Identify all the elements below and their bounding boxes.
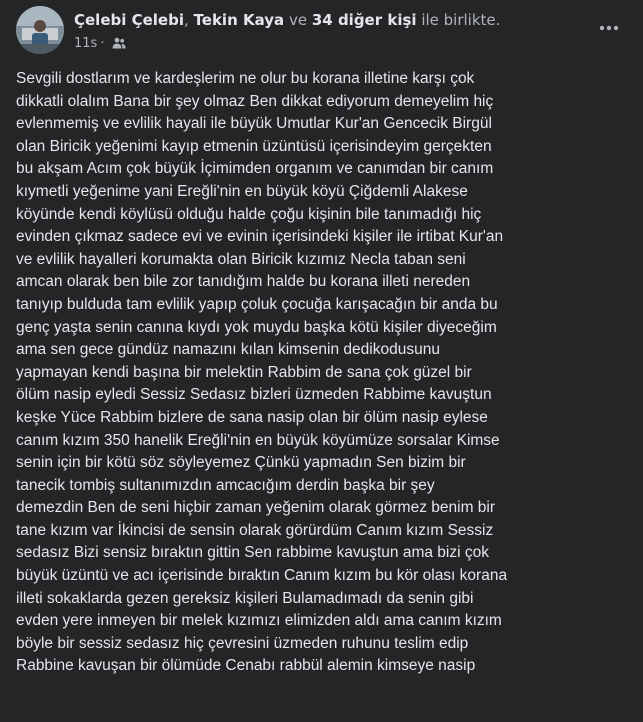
post-text-line: bu akşam Acım çok büyük İçimimden organım ve canımdan bir canım (16, 160, 494, 178)
connector-text: ve (288, 11, 308, 29)
post-body-text (16, 68, 628, 678)
post-text-line: yapmayan kendi başına bir melektin Rabbim de sana çok güzel bir (16, 363, 472, 381)
post-text-line: büyük üzüntü ve acı içerisinde bıraktın Canım kızım bu kör olası korana (16, 567, 508, 585)
post-text-line: tane kızım var İkincisi de sensin olarak görürdüm Canım kızım Sessiz (16, 521, 494, 539)
author-name-primary[interactable]: Çelebi Çelebi (74, 11, 184, 29)
post-text-line: ölüm nasip eyledi Sessiz Sedasız bizleri üzmeden Rabbime kavuştun (16, 386, 492, 404)
post-text-line: evlenmemiş ve evlilik hayali ile büyük Umutlar Kur'an Gencecik Birgül (16, 115, 492, 133)
author-avatar[interactable] (16, 6, 64, 54)
tagged-person-name[interactable]: Tekin Kaya (193, 11, 285, 29)
post-text-line: böyle bir sessiz sedasız hiç çevresini üzmeden ruhunu teslim edip (16, 634, 469, 652)
post-text-line: ve evlilik hayalleri korumakta olan Biricik kızımız Necla taban seni (16, 250, 466, 268)
post-text-line: evden yere inmeyen bir melek kızımızı elimizden aldı ama canım kızım (16, 612, 502, 630)
post-text-line: canım kızım 350 hanelik Ereğli'nin en büyük köyümüze sorsalar Kimse (16, 431, 500, 449)
post-text-line: amcan olarak ben bile zor tanıdığım halde bu korana illeti nereden (16, 273, 471, 291)
post-text-line: sedasız Bizi sensiz bıraktın gittin Sen rabbime kavuştun ama bizi çok (16, 544, 489, 562)
meta-dot: · (100, 36, 105, 51)
with-text: ile birlikte. (421, 11, 501, 29)
post-text-line: Rabbine kavuşan bir ölümüde Cenabı rabbül alemin kimseye nasip (16, 657, 476, 675)
more-options-button[interactable] (595, 14, 623, 42)
post-text-line: olan Biricik yeğenimi kayıp etmenin üzüntüsü içerisindeyim gerçekten (16, 137, 492, 155)
post-title-line (74, 10, 574, 30)
post-text-line: köyünde kendi köylüsü olduğu halde çoğu kişinin bile tanımadığı hiç (16, 205, 482, 223)
more-options-icon (599, 25, 619, 31)
post-text-line: ama sen gece gündüz namazını kılan kimsenin dedikodusunu (16, 341, 440, 359)
post-text-line: illeti sokaklarda gezen gereksiz kişileri Bulamadımadı da senin gibi (16, 589, 474, 607)
friends-icon[interactable] (112, 37, 126, 49)
tagged-others-link[interactable]: 34 diğer kişi (311, 11, 417, 29)
post-text-line: dikkatli olalım Bana bir şey olmaz Ben dikkat ediyorum demeyelim hiç (16, 92, 494, 110)
post-text-line: senin için bir kötü söz söyleyemez Çünkü yapmadın Sen bizim bir (16, 454, 466, 472)
post-meta (74, 35, 126, 53)
post-text-line: kıymetli yeğenime yani Ereğli'nin en büyük köyü Çiğdemli Alakese (16, 182, 468, 200)
post-text-line: genç yaşta senin canına kıydı yok muydu başka kötü kişiler diyeceğim (16, 318, 497, 336)
post-text-line: tanecik tombiş sultanımızdın amcacığım derdin başka bir şey (16, 476, 435, 494)
post-text-line: demezdin Ben de seni hiçbir zaman yeğenim olarak görmez benim bir (16, 499, 496, 517)
post-text-line: evinden çıkmaz sadece evi ve evinin içerisindeki kişiler ile irtibat Kur'an (16, 228, 504, 246)
post-header (16, 6, 627, 58)
post-text-line: tanıyıp bulduda tam evlilik yapıp çoluk çocuğa karışacağın bir anda bu (16, 295, 498, 313)
post-text-line: keşke Yüce Rabbim bizlere de sana nasip olan bir ölüm nasip eylese (16, 408, 488, 426)
name-separator: , (183, 11, 189, 29)
avatar-photo (16, 6, 64, 54)
post-timestamp[interactable]: 11s (74, 36, 98, 51)
post-text-line: Sevgili dostlarım ve kardeşlerim ne olur bu korana illetine karşı çok (16, 70, 475, 87)
